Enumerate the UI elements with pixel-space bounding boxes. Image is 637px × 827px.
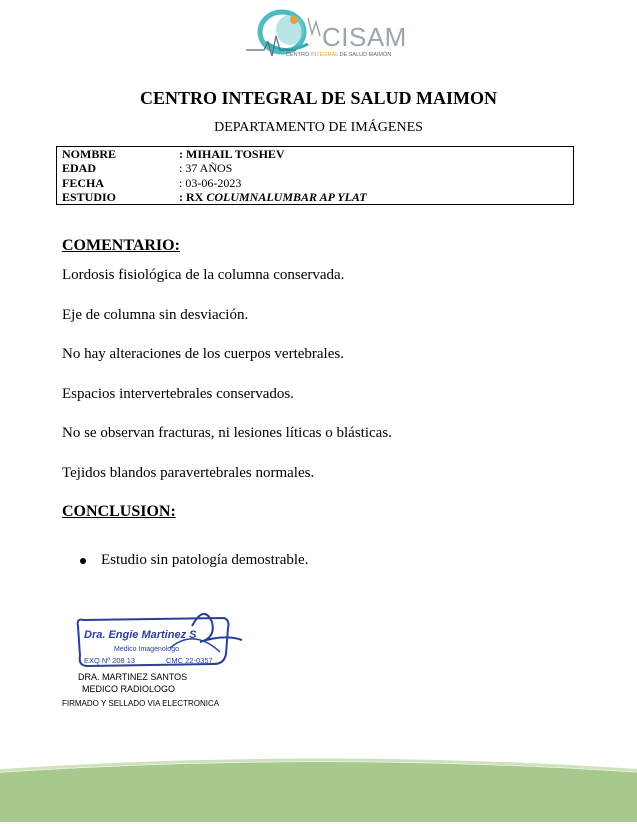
logo-text: CISAM: [322, 22, 407, 52]
stamp-signature-icon: [74, 608, 250, 672]
edad-value: : 37 AÑOS: [179, 161, 233, 175]
stamp-exq: EXQ Nº 208 13: [84, 656, 136, 665]
stamp-cmd: CMC 22-0357: [166, 656, 213, 665]
doctor-stamp: [74, 608, 250, 672]
patient-info-box: [56, 146, 574, 205]
comentario-line: Espacios intervertebrales conservados.: [62, 386, 294, 402]
stamp-title: Medico Imagenologo: [114, 646, 179, 653]
comentario-line: Lordosis fisiológica de la columna conservada.: [62, 267, 345, 283]
comentario-line: Tejidos blandos paravertebrales normales.: [62, 465, 315, 481]
doctor-name: DRA. MARTINEZ SANTOS: [78, 672, 188, 682]
signature-note: FIRMADO Y SELLADO VIA ELECTRONICA: [62, 699, 220, 708]
nombre-label: NOMBRE: [62, 147, 116, 161]
page-title: CENTRO INTEGRAL DE SALUD MAIMON: [139, 88, 498, 108]
conclusion-heading: CONCLUSION:: [62, 503, 176, 520]
nombre-value: : MIHAIL TOSHEV: [179, 147, 285, 161]
fecha-label: FECHA: [62, 176, 104, 190]
comentario-heading: COMENTARIO:: [62, 237, 180, 254]
comentario-line: No hay alteraciones de los cuerpos vertebrales.: [62, 346, 344, 362]
footer-band: [0, 752, 637, 822]
stamp-name: Dra. Engie Martinez S: [84, 629, 197, 641]
edad-label: EDAD: [62, 161, 97, 175]
conclusion-item: Estudio sin patología demostrable.: [101, 552, 309, 568]
comentario-line: Eje de columna sin desviación.: [62, 307, 249, 323]
comentario-line: No se observan fracturas, ni lesiones líticas o blásticas.: [62, 425, 392, 441]
doctor-role: MEDICO RADIOLOGO: [82, 684, 176, 694]
estudio-label: ESTUDIO: [62, 190, 117, 204]
fecha-value: : 03-06-2023: [179, 176, 242, 190]
estudio-value: : RX COLUMNALUMBAR AP YLAT: [179, 190, 367, 204]
bullet-icon: [80, 558, 86, 564]
department-label: DEPARTAMENTO DE IMÁGENES: [214, 120, 423, 135]
footer-wave-icon: [0, 752, 637, 822]
logo-subtext: CENTRO INTEGRAL DE SALUD MAIMÓN: [286, 52, 392, 58]
